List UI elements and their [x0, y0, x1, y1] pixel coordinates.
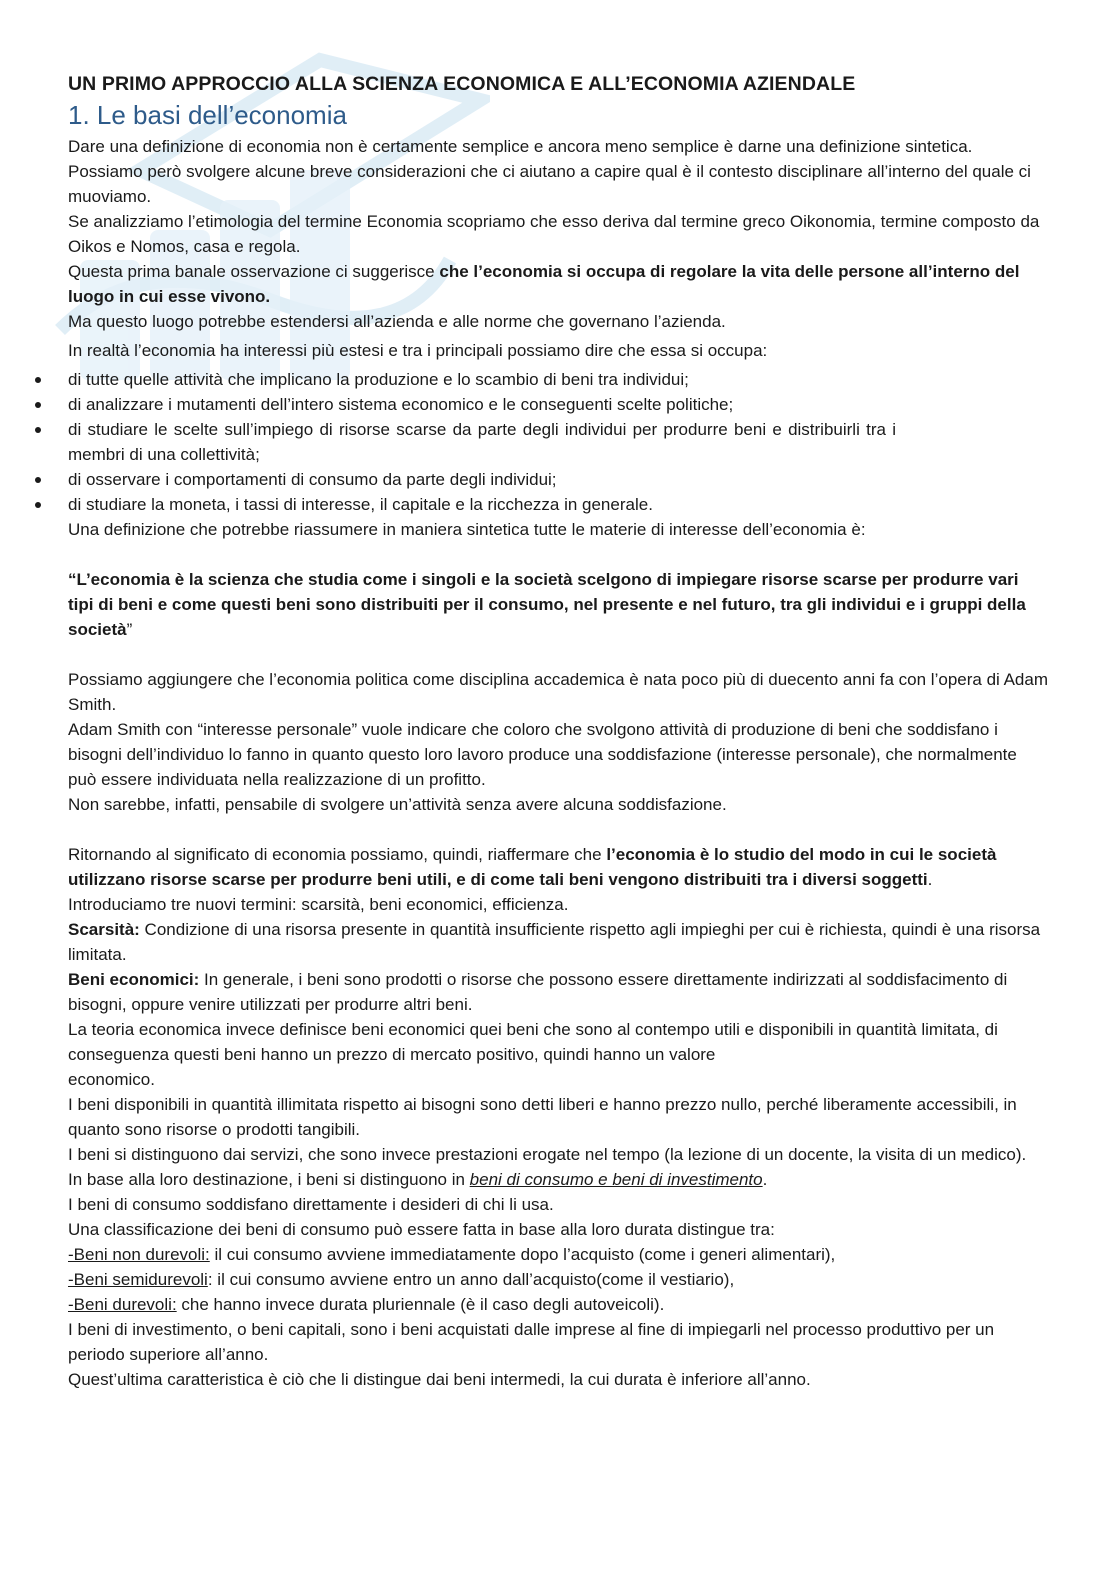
interests-intro: In realtà l’economia ha interessi più estesi e tra i principali possiamo dire che essa si occupa:	[68, 341, 768, 360]
definition-intro: Una definizione che potrebbe riassumere in maniera sintetica tutte le materie di interesse dell’economia è:	[68, 520, 866, 539]
destination-paragraph: In base alla loro destinazione, i beni si distinguono in beni di consumo e beni di investimento.	[68, 1170, 768, 1189]
goods-label: Beni economici:	[68, 970, 200, 989]
observation-text: Questa prima banale osservazione ci suggerisce	[68, 262, 440, 281]
document-title: UN PRIMO APPROCCIO ALLA SCIENZA ECONOMICA E ALL’ECONOMIA AZIENDALE	[68, 73, 856, 95]
semi-durable-item: -Beni semidurevoli: il cui consumo avviene entro un anno dall’acquisto(come il vestiario),	[68, 1270, 735, 1289]
destination-emphasis: beni di consumo e beni di investimento	[469, 1170, 763, 1189]
theory-paragraph: La teoria economica invece definisce beni economici quei beni che sono al contempo utili e disponibili in quantità limitata, di conseguenza questi beni hanno un prezzo di mercato positivo, quindi hanno un valore economico.	[68, 1020, 998, 1089]
observation-after: Ma questo luogo potrebbe estendersi all’azienda e alle norme che governano l’azienda.	[68, 312, 726, 331]
free-goods-paragraph: I beni disponibili in quantità illimitata rispetto ai bisogni sono detti liberi e hanno prezzo nullo, perché liberamente accessibili, in quanto sono risorse o prodotti tangibili.	[68, 1095, 1017, 1139]
interests-list	[68, 367, 1048, 517]
consumer-goods-paragraph: I beni di consumo soddisfano direttamente i desideri di chi li usa.	[68, 1195, 554, 1214]
semi-durable-label: -Beni semidurevoli	[68, 1270, 208, 1289]
bullet-icon	[35, 402, 41, 408]
non-durable-item: -Beni non durevoli: il cui consumo avviene immediatamente dopo l’acquisto (come i generi alimentari),	[68, 1245, 836, 1264]
list-item: di analizzare i mutamenti dell’intero sistema economico e le conseguenti scelte politiche;	[68, 392, 1048, 417]
section-heading: 1. Le basi dell’economia	[68, 100, 347, 130]
smith-paragraph-1: Possiamo aggiungere che l’economia politica come disciplina accademica è nata poco più di duecento anni fa con l’opera di Adam Smith.	[68, 670, 1048, 714]
bullet-icon	[35, 477, 41, 483]
terms-intro: Introduciamo tre nuovi termini: scarsità, beni economici, efficienza.	[68, 895, 569, 914]
classification-paragraph: Una classificazione dei beni di consumo può essere fatta in base alla loro durata distingue tra:	[68, 1220, 775, 1239]
goods-definition: Beni economici: In generale, i beni sono prodotti o risorse che possono essere direttamente indirizzati al soddisfacimento di bisogni, oppure venire utilizzati per produrre altri beni.	[68, 970, 1008, 1014]
quote-text: “L’economia è la scienza che studia come i singoli e la società scelgono di impiegare risorse scarse per produrre vari tipi di beni e come questi beni sono distribuiti per il consumo, nel presente e nel futuro, tra gli individui e i gruppi della società	[68, 570, 1026, 639]
investment-paragraph: I beni di investimento, o beni capitali, sono i beni acquistati dalle imprese al fine di impiegarli nel processo produttivo per un periodo superiore all’anno.	[68, 1320, 995, 1364]
observation-paragraph	[68, 259, 1048, 309]
services-paragraph: I beni si distinguono dai servizi, che sono invece prestazioni erogate nel tempo (la lezione di un docente, la visita di un medico).	[68, 1145, 1027, 1164]
list-item: di studiare le scelte sull’impiego di risorse scarse da parte degli individui per produrre beni e distribuirli tra i membri di una collettività;	[68, 417, 1048, 467]
last-paragraph: Quest’ultima caratteristica è ciò che li distingue dai beni intermedi, la cui durata è inferiore all’anno.	[68, 1370, 811, 1389]
reaffirm-bold: l’economia è lo studio del modo in cui le società utilizzano risorse scarse per produrre beni utili, e di come tali beni vengono distribuiti tra i diversi soggetti	[68, 845, 997, 889]
document-page	[68, 70, 1048, 1392]
quote-end: ”	[126, 620, 133, 639]
scarcity-definition: Scarsità: Condizione di una risorsa presente in quantità insufficiente rispetto agli impieghi per cui è richiesta, quindi è una risorsa limitata.	[68, 920, 1041, 964]
durable-label: -Beni durevoli:	[68, 1295, 177, 1314]
intro-paragraph-1: Dare una definizione di economia non è certamente semplice e ancora meno semplice è darne una definizione sintetica.	[68, 137, 973, 156]
non-durable-label: -Beni non durevoli:	[68, 1245, 210, 1264]
list-item: di studiare la moneta, i tassi di interesse, il capitale e la ricchezza in generale.	[68, 492, 1048, 517]
intro-paragraph-2: Possiamo però svolgere alcune breve considerazioni che ci aiutano a capire qual è il contesto disciplinare all’interno del quale ci muoviamo.	[68, 162, 1031, 206]
durable-item: -Beni durevoli: che hanno invece durata pluriennale (è il caso degli autoveicoli).	[68, 1295, 665, 1314]
reaffirm-paragraph: Ritornando al significato di economia possiamo, quindi, riaffermare che l’economia è lo studio del modo in cui le società utilizzano risorse scarse per produrre beni utili, e di come tali beni vengono distribuiti tra i diversi soggetti.	[68, 845, 997, 889]
bullet-icon	[35, 377, 41, 383]
smith-paragraph-3: Non sarebbe, infatti, pensabile di svolgere un’attività senza avere alcuna soddisfazione.	[68, 795, 727, 814]
definition-quote	[68, 567, 1048, 642]
intro-paragraph-3: Se analizziamo l’etimologia del termine Economia scopriamo che esso deriva dal termine greco Oikonomia, termine composto da Oikos e Nomos, casa e regola.	[68, 212, 1040, 256]
observation-bold: che l’economia si occupa di regolare la vita delle persone all’interno del luogo in cui esse vivono.	[68, 262, 1020, 306]
list-item: di osservare i comportamenti di consumo da parte degli individui;	[68, 467, 1048, 492]
smith-paragraph-2: Adam Smith con “interesse personale” vuole indicare che coloro che svolgono attività di produzione di beni che soddisfano i bisogni dell’individuo lo fanno in quanto questo loro lavoro produce una soddisfazione (interesse personale), che normalmente può essere individuata nella realizzazione di un profitto.	[68, 720, 1017, 789]
scarcity-label: Scarsità:	[68, 920, 140, 939]
reaffirm-text: Ritornando al significato di economia possiamo, quindi, riaffermare che	[68, 845, 607, 864]
bullet-icon	[35, 427, 41, 433]
list-item: di tutte quelle attività che implicano la produzione e lo scambio di beni tra individui;	[68, 367, 1048, 392]
bullet-icon	[35, 502, 41, 508]
